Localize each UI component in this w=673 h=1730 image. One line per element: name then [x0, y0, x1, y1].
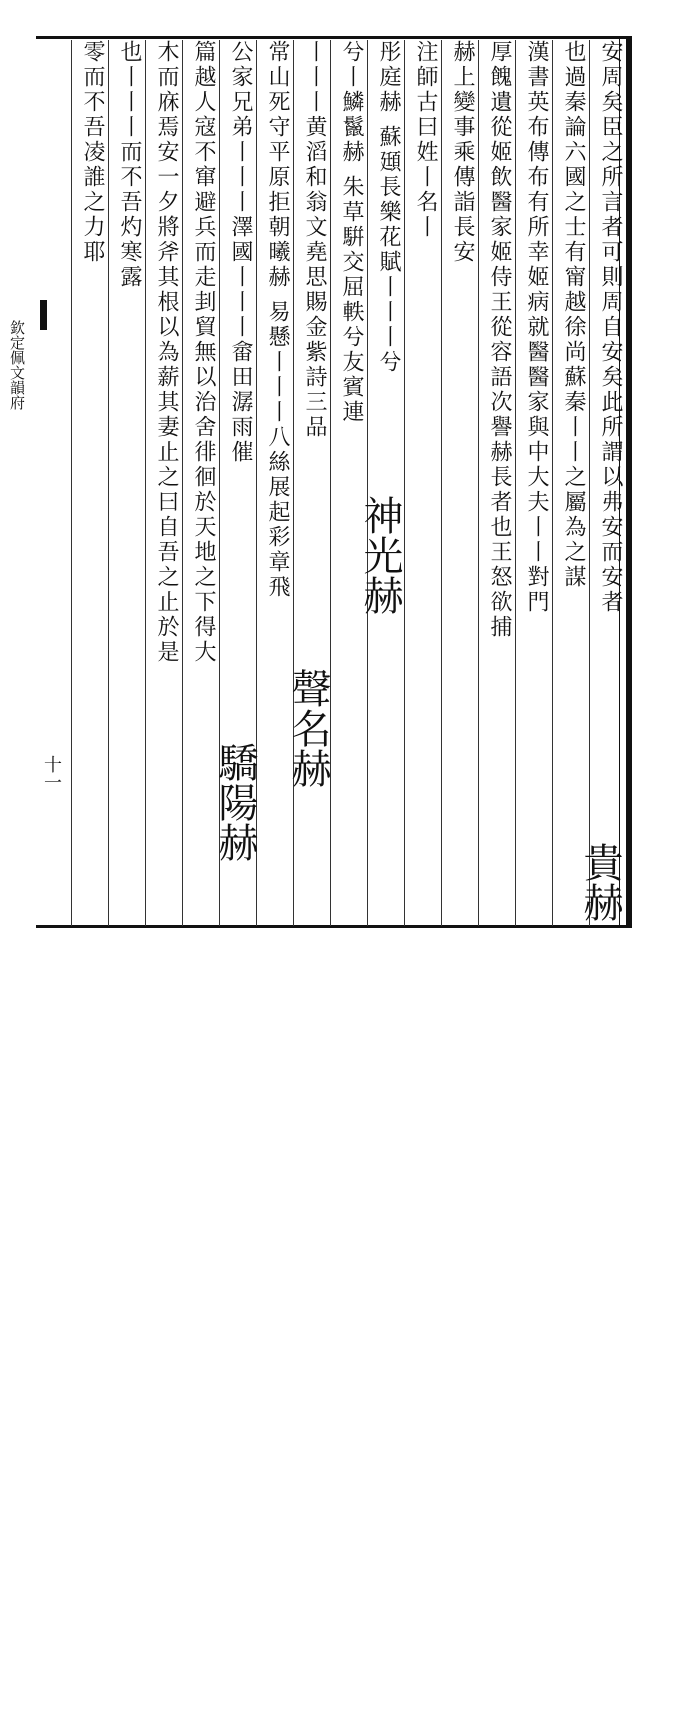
text-column: 注師古曰姓丨名丨	[413, 40, 438, 240]
headword-jiaoyang-he: 驕陽赫	[212, 742, 258, 862]
headword-shengming-he: 聲名赫	[285, 668, 331, 788]
text-column: 安周矣臣之所言者可則周自安矣此所謂以弗安而安者	[598, 40, 623, 615]
column-rule	[478, 40, 479, 926]
column-rule	[552, 40, 553, 926]
text-column: 丨丨丨黄滔和翁文堯思賜金紫詩三品	[302, 40, 327, 440]
text-column: 公家兄弟丨丨丨澤國丨丨丨畲田潺雨催	[228, 40, 253, 465]
column-rule	[108, 40, 109, 926]
column-rule	[182, 40, 183, 926]
text-column: 厚餽遺從姬飲醫家姬侍王從容語次譽赫長者也王怒欲捕	[487, 40, 512, 640]
text-column: 兮丨鱗鬣赫 朱草騈交屈軼兮友賓連	[339, 40, 364, 425]
page-number: 十一	[41, 755, 62, 791]
column-rule	[589, 40, 590, 926]
text-column: 也過秦論六國之士有甯越徐尚蘇秦丨丨之屬為之謀	[561, 40, 586, 590]
column-rule	[71, 40, 72, 926]
text-column: 彤庭赫 蘇頲長樂花賦丨丨丨兮	[376, 40, 401, 375]
margin-title: 欽定佩文韻府	[8, 320, 26, 410]
text-column: 常山死守平原拒朝曦赫 易懸丨丨丨八絲展起彩章飛	[265, 40, 290, 600]
column-rule	[404, 40, 405, 926]
column-rule	[515, 40, 516, 926]
headword-shenguang-he: 神光赫	[357, 495, 403, 615]
text-column: 木而庥焉安一夕將斧其根以為薪其妻止之曰自吾之止於是	[154, 40, 179, 665]
text-column: 零而不吾凌誰之力耶	[80, 40, 105, 265]
text-column: 赫上變事乘傳詣長安	[450, 40, 475, 265]
section-marker	[40, 300, 47, 330]
text-column: 漢書英布傳布有所幸姬病就醫醫家與中大夫丨丨對門	[524, 40, 549, 615]
headword-gui-he: 貴赫	[577, 842, 623, 922]
text-column: 也丨丨丨而不吾灼寒露	[117, 40, 142, 290]
column-rule	[145, 40, 146, 926]
column-rule	[441, 40, 442, 926]
text-column: 篇越人寇不窜避兵而走刲貿無以治舍徘徊於天地之下得大	[191, 40, 216, 665]
